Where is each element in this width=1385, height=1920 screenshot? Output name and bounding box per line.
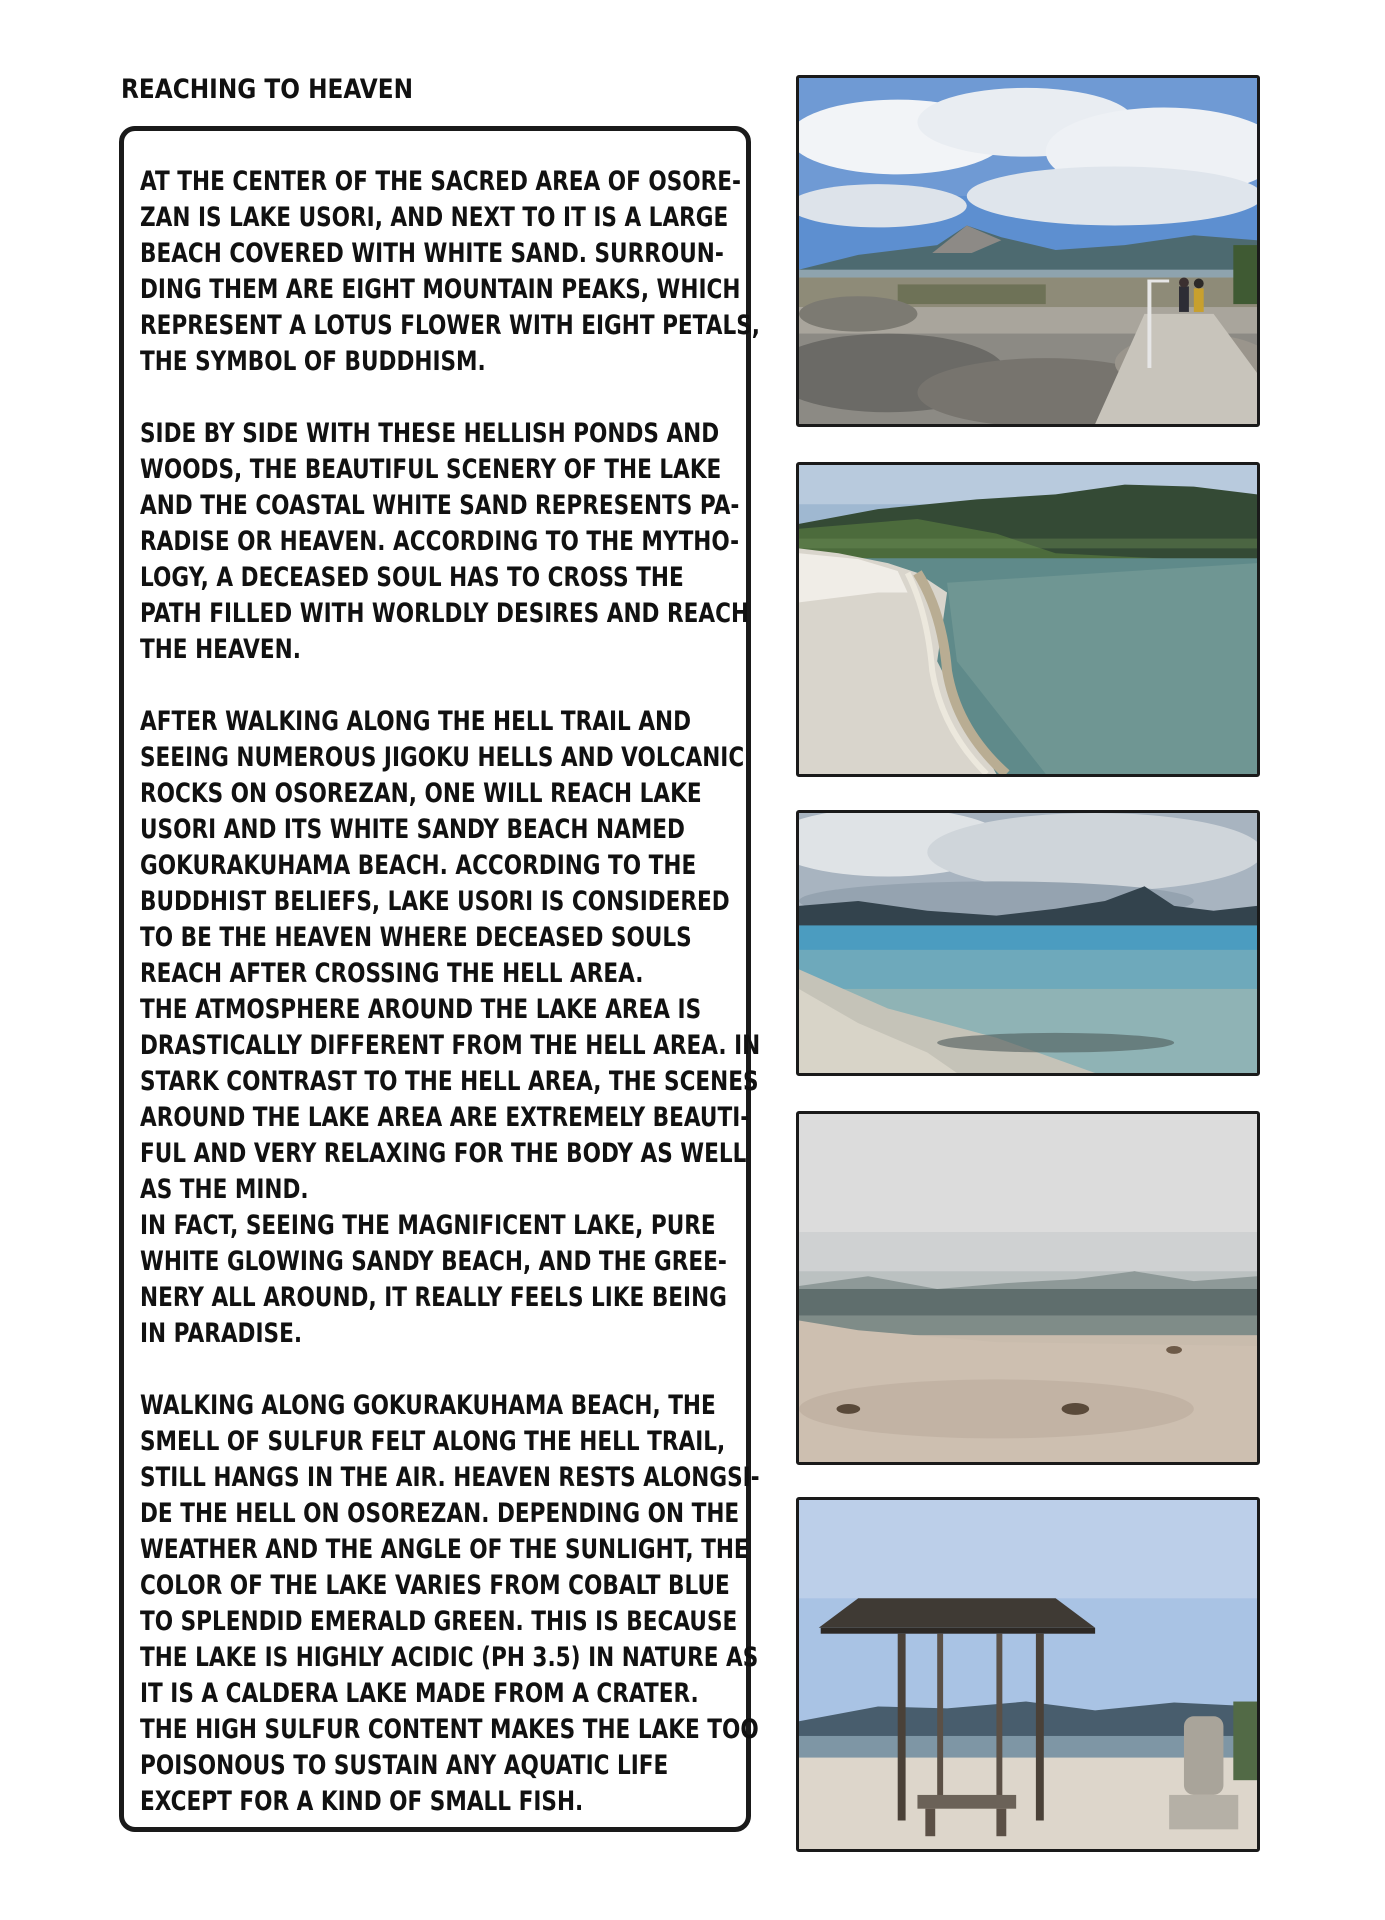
text-line: EXCEPT FOR A KIND OF SMALL FISH. [140, 1786, 584, 1817]
paragraph-2 [140, 416, 750, 668]
text-line: ROCKS ON OSOREZAN, ONE WILL REACH LAKE [140, 778, 702, 809]
text-line: FUL AND VERY RELAXING FOR THE BODY AS WELL [140, 1138, 747, 1169]
text-line: ZAN IS LAKE USORI, AND NEXT TO IT IS A LARGE [140, 202, 729, 233]
photo-blue-lake [796, 810, 1260, 1076]
text-line: THE HEAVEN. [140, 634, 301, 665]
text-line: USORI AND ITS WHITE SANDY BEACH NAMED [140, 814, 685, 845]
text-line: AS THE MIND. [140, 1174, 309, 1205]
text-line: WHITE GLOWING SANDY BEACH, AND THE GREE- [140, 1246, 727, 1277]
text-line: NERY ALL AROUND, IT REALLY FEELS LIKE BEING [140, 1282, 727, 1313]
text-line: AND THE COASTAL WHITE SAND REPRESENTS PA- [140, 490, 740, 521]
text-line: SEEING NUMEROUS JIGOKU HELLS AND VOLCANIC [140, 742, 745, 773]
photo-beach-shelter [796, 1497, 1260, 1852]
text-line: POISONOUS TO SUSTAIN ANY AQUATIC LIFE [140, 1750, 669, 1781]
article-body [140, 164, 761, 1856]
text-line: COLOR OF THE LAKE VARIES FROM COBALT BLUE [140, 1570, 730, 1601]
text-line: BEACH COVERED WITH WHITE SAND. SURROUN- [140, 238, 724, 269]
text-line: AROUND THE LAKE AREA ARE EXTREMELY BEAUTI- [140, 1102, 750, 1133]
text-line: IT IS A CALDERA LAKE MADE FROM A CRATER. [140, 1678, 699, 1709]
text-line: REACH AFTER CROSSING THE HELL AREA. [140, 958, 644, 989]
text-line: IN PARADISE. [140, 1318, 303, 1349]
text-line: DE THE HELL ON OSOREZAN. DEPENDING ON THE [140, 1498, 740, 1529]
photo-white-sand-shore [796, 462, 1260, 777]
text-line: THE SYMBOL OF BUDDHISM. [140, 346, 486, 377]
text-line: LOGY, A DECEASED SOUL HAS TO CROSS THE [140, 562, 684, 593]
text-line: TO BE THE HEAVEN WHERE DECEASED SOULS [140, 922, 692, 953]
section-heading: REACHING TO HEAVEN [121, 74, 414, 105]
text-line: TO SPLENDID EMERALD GREEN. THIS IS BECAUSE [140, 1606, 738, 1637]
paragraph-3 [140, 704, 761, 1352]
text-line: WALKING ALONG GOKURAKUHAMA BEACH, THE [140, 1390, 716, 1421]
text-line: STILL HANGS IN THE AIR. HEAVEN RESTS ALONGSI- [140, 1462, 760, 1493]
text-line: AT THE CENTER OF THE SACRED AREA OF OSORE- [140, 166, 742, 197]
text-line: AFTER WALKING ALONG THE HELL TRAIL AND [140, 706, 692, 737]
text-line: PATH FILLED WITH WORLDLY DESIRES AND REACH [140, 598, 750, 629]
text-line: THE LAKE IS HIGHLY ACIDIC (PH 3.5) IN NATURE AS [140, 1642, 759, 1673]
text-line: IN FACT, SEEING THE MAGNIFICENT LAKE, PURE [140, 1210, 716, 1241]
text-line: RADISE OR HEAVEN. ACCORDING TO THE MYTHO- [140, 526, 740, 557]
text-line: REPRESENT A LOTUS FLOWER WITH EIGHT PETALS, [140, 310, 760, 341]
text-line: STARK CONTRAST TO THE HELL AREA, THE SCENES [140, 1066, 759, 1097]
paragraph-4 [140, 1388, 760, 1820]
photo-hazy-beach [796, 1111, 1260, 1465]
text-line: WOODS, THE BEAUTIFUL SCENERY OF THE LAKE [140, 454, 722, 485]
text-line: BUDDHIST BELIEFS, LAKE USORI IS CONSIDERED [140, 886, 730, 917]
text-line: SMELL OF SULFUR FELT ALONG THE HELL TRAIL, [140, 1426, 726, 1457]
photo-volcanic-field [796, 75, 1260, 427]
text-line: DRASTICALLY DIFFERENT FROM THE HELL AREA. IN [140, 1030, 761, 1061]
text-line: GOKURAKUHAMA BEACH. ACCORDING TO THE [140, 850, 697, 881]
text-line: WEATHER AND THE ANGLE OF THE SUNLIGHT, THE [140, 1534, 749, 1565]
text-line: THE HIGH SULFUR CONTENT MAKES THE LAKE TOO [140, 1714, 759, 1745]
paragraph-1 [140, 164, 760, 380]
text-line: SIDE BY SIDE WITH THESE HELLISH PONDS AND [140, 418, 720, 449]
text-line: DING THEM ARE EIGHT MOUNTAIN PEAKS, WHICH [140, 274, 741, 305]
text-line: THE ATMOSPHERE AROUND THE LAKE AREA IS [140, 994, 702, 1025]
